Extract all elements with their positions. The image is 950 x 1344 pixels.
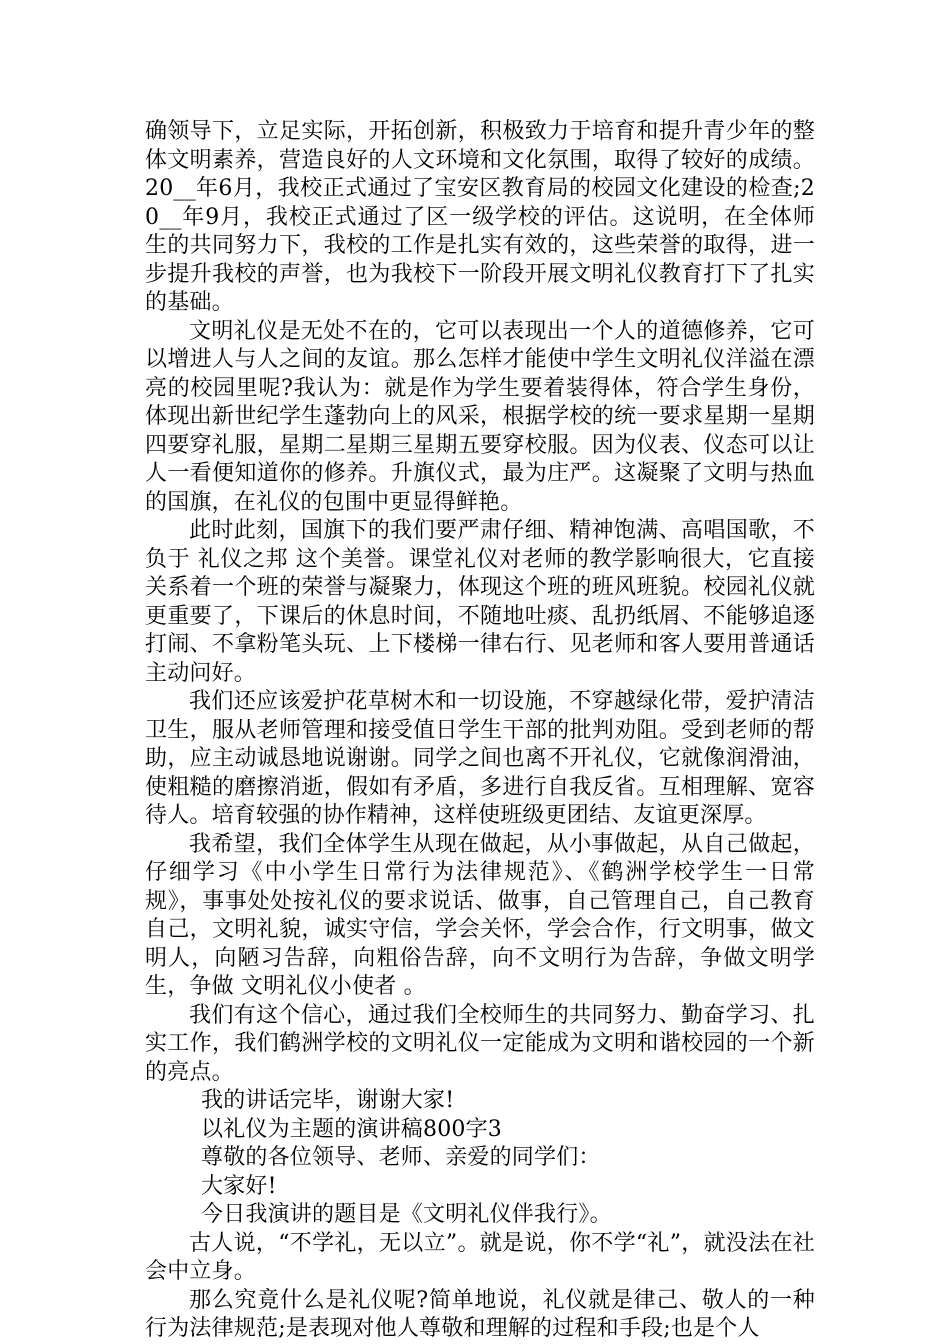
greeting: 大家好!: [201, 1173, 277, 1199]
speech-topic: 今日我演讲的题目是《文明礼仪伴我行》。: [201, 1202, 612, 1227]
paragraph-quote: 古人说，“不学礼，无以立”。就是说，你不学“礼”，就没法在社会中立身。: [145, 1230, 815, 1284]
paragraph-1: 确领导下，立足实际，开拓创新，积极致力于培育和提升青少年的整体文明素养，营造良好的人文环境和文化氛围，取得了较好的成绩。20__年6月，我校正式通过了宝安区教育局的校园文化建设的检查;20__年9月，我校正式通过了区一级学校的评估。这说明，在全体师生的共同努力下，我校的工作是扎实有效的，这些荣誉的取得，进一步提升我校的声誉，也为我校下一阶段开展文明礼仪教育打下了扎实的基础。: [145, 119, 815, 315]
paragraph-definition: 那么究竟什么是礼仪呢?简单地说，礼仪就是律己、敬人的一种行为法律规范;是表现对他人尊敬和理解的过程和手段;也是个人: [145, 1287, 815, 1341]
paragraph-2: 文明礼仪是无处不在的，它可以表现出一个人的道德修养，它可以增进人与人之间的友谊。那么怎样才能使中学生文明礼仪洋溢在漂亮的校园里呢?我认为：就是作为学生要着装得体，符合学生身份，体现出新世纪学生蓬勃向上的风采，根据学校的统一要求星期一星期四要穿礼服，星期二星期三星期五要穿校服。因为仪表、仪态可以让人一看便知道你的修养。升旗仪式，最为庄严。这凝聚了文明与热血的国旗，在礼仪的包围中更显得鲜艳。: [145, 318, 815, 515]
paragraph-5: 我希望，我们全体学生从现在做起，从小事做起，从自己做起，仔细学习《中小学生日常行为法律规范》、《鹤洲学校学生一日常规》，事事处处按礼仪的要求说话、做事，自己管理自己，自己教育自己，文明礼貌，诚实守信，学会关怀，学会合作，行文明事，做文明人，向陋习告辞，向粗俗告辞，向不文明行为告辞，争做文明学生，争做 文明礼仪小使者 。: [145, 831, 815, 999]
document-body: [145, 118, 815, 1344]
paragraph-3: 此时此刻，国旗下的我们要严肃仔细、精神饱满、高唱国歌，不负于 礼仪之邦 这个美誉。课堂礼仪对老师的教学影响很大，它直接关系着一个班的荣誉与凝聚力，体现这个班的班风班貌。校园礼仪就更重要了，下课后的休息时间，不随地吐痰、乱扔纸屑、不能够追逐打闹、不拿粉笔头玩、上下楼梯一律右行、见老师和客人要用普通话主动问好。: [145, 518, 815, 686]
closing-line: 我的讲话完毕，谢谢大家!: [201, 1088, 455, 1113]
paragraph-6: 我们有这个信心，通过我们全校师生的共同努力、勤奋学习、扎实工作，我们鹤洲学校的文明礼仪一定能成为文明和谐校园的一个新的亮点。: [145, 1002, 815, 1085]
paragraph-4: 我们还应该爱护花草树木和一切设施，不穿越绿化带，爱护清洁卫生，服从老师管理和接受值日学生干部的批判劝阻。受到老师的帮助，应主动诚恳地说谢谢。同学之间也离不开礼仪，它就像润滑油，使粗糙的磨擦消逝，假如有矛盾，多进行自我反省。互相理解、宽容待人。培育较强的协作精神，这样使班级更团结、友谊更深厚。: [145, 689, 815, 828]
salutation: 尊敬的各位领导、老师、亲爱的同学们：: [201, 1145, 601, 1170]
section-title: 以礼仪为主题的演讲稿800字3: [201, 1116, 502, 1142]
